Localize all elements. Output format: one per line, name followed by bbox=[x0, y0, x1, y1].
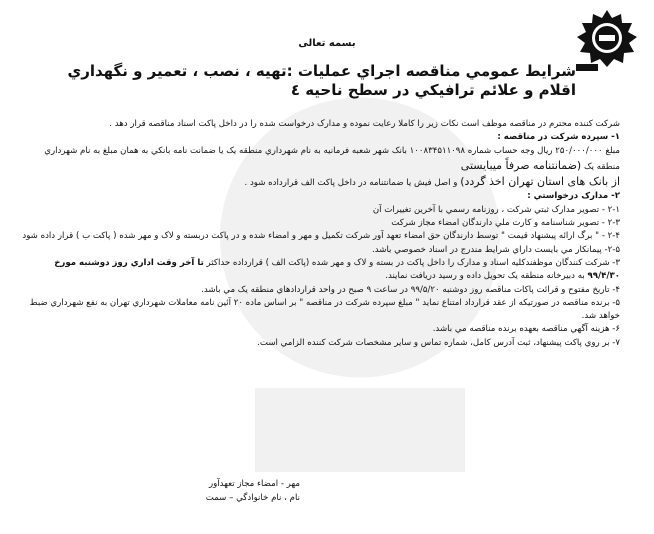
signature-line-2: نام ، نام خانوادگي – سمت bbox=[205, 492, 300, 503]
deposit-text: مبلغ ۲۵۰/۰۰۰/۰۰۰ ريال وجه حساب شماره ۱۰۰۸۳۴۵۱۱۰۹۸ بانک شهر شعبه فرمانيه به نام شهرداري منطقه يک يا ضمانت نامه بانکي به همان مبلغ به نام شهرداري منطقه يک bbox=[44, 145, 620, 172]
document-title: شرايط عمومي مناقصه اجراي عمليات :تهيه ، نصب ، تعمير و نگهداري اقلام و علائم ترافيکي در سطح ناحيه ٤ bbox=[67, 62, 576, 99]
item-3-text: ۳- شرکت کنندگان موظفندکليه اسناد و مدارک را داخل پاکت در بسته و لاک و مهر شده (پاکت الف ) قرارداده حداکثر bbox=[206, 257, 620, 268]
item-2-1: ۲-۱ - تصوير مدارک ثبتي شرکت ، روزنامه رسمي با آخرين تغييرات آن bbox=[372, 204, 620, 215]
document-body bbox=[22, 118, 620, 350]
intro-paragraph: شرکت کننده محترم در مناقصه موظف است نکات زير را کاملا رعايت نموده و مدارک درخواست شده را در داخل پاکت اسناد مناقصه قرار دهد . bbox=[109, 119, 620, 129]
bismillah-heading: بسمه تعالی bbox=[298, 38, 356, 49]
deposit-text-2: و اصل فيش يا ضمانتنامه در داخل پاکت الف قرارداده شود . bbox=[244, 178, 458, 189]
item-4: ۴- تاريخ مفتوح و قرائت پاکات مناقصه روز دوشنبه ۹۹/۵/۲۰ در ساعت ۹ صبح در واحد قراردادهاي منطقه يک مي باشد. bbox=[201, 284, 620, 295]
item-5: ۵- برنده مناقصه در صورتيکه از عقد قرارداد امتناع نمايد " مبلغ سپرده شرکت در مناقصه " بر اساس ماده ۲۰ آئين نامه معاملات شهرداري تهران به نفع شهرداري ضبط خواهد شد. bbox=[29, 297, 620, 322]
item-3 bbox=[22, 257, 620, 284]
deadline-text: تا آخر وقت اداري روز دوشنبه مورخ ۹۹/۴/۳۰ bbox=[54, 257, 620, 282]
item-2-3: ۲-۳ - تصوير شناسنامه و کارت ملي دارندگان امضاء مجاز شرکت bbox=[391, 218, 620, 229]
guarantee-note-2: از بانک های استان تهران اخذ گردد) bbox=[460, 175, 620, 189]
item-3-text-2: به دبيرخانه منطقه يک تحويل داده و رسيد دريافت نمايند. bbox=[385, 271, 585, 282]
item-2-4: ۲-۴ - " برگ ارائه پيشنهاد قيمت " توسط دارندگان حق امضاء تعهد آور شرکت تکميل و مهر و امضاء شده و در پاکت دربسته و لاک و مهر شده ( پاکت ب ) قرار داده شود bbox=[22, 231, 620, 242]
section-1-text bbox=[22, 145, 620, 175]
item-7: ۷- بر روي پاکت پيشنهاد، ثبت آدرس کامل، شماره تماس و ساير مشخصات شرکت کننده الزامي است. bbox=[257, 337, 620, 348]
item-2-5: ۲-۵- پيمانکار مي بايست داراي شرايط مندرج در اسناد خصوصي باشد. bbox=[372, 244, 620, 255]
section-1-heading: ۱- سپرده شرکت در مناقصه : bbox=[497, 132, 620, 143]
signature-line-1: مهر - امضاء مجاز تعهدآور bbox=[208, 479, 300, 489]
item-6: ۶- هزينه آگهي مناقصه بعهده برنده مناقصه مي باشد. bbox=[432, 324, 620, 335]
section-1-text-2 bbox=[22, 174, 620, 190]
guarantee-note-1: (ضمانتنامه صرفاً میبایستی bbox=[460, 158, 582, 172]
section-2-heading: ۲- مدارک درخواستي : bbox=[527, 191, 620, 202]
signature-block bbox=[120, 478, 300, 505]
